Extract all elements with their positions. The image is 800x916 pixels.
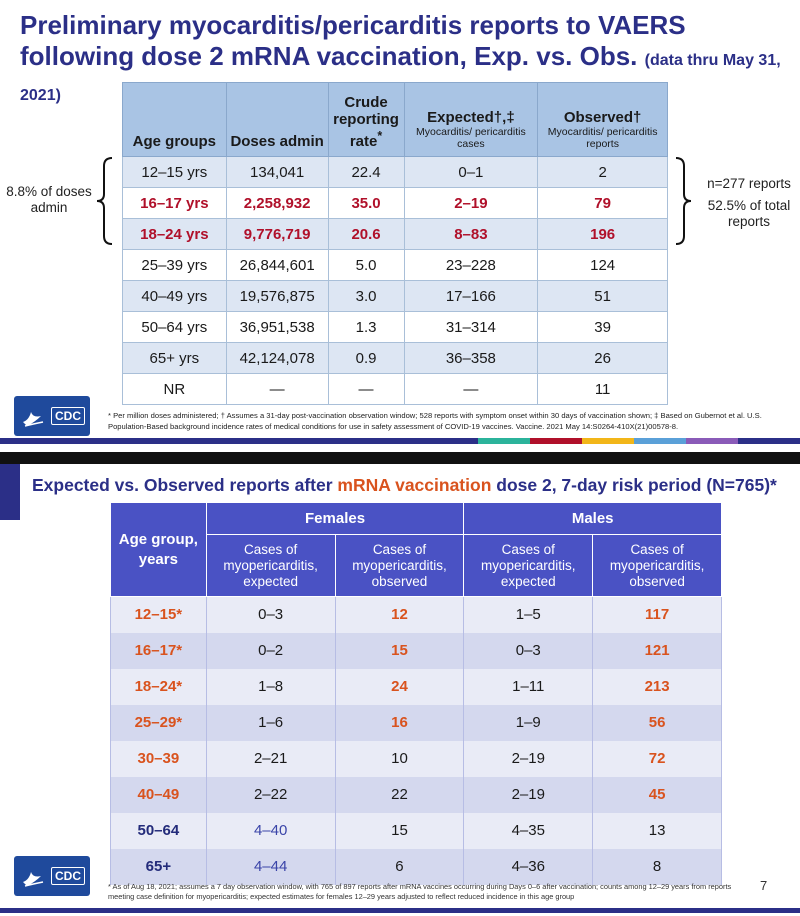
expected-observed-table: [110, 502, 722, 885]
cell-observed: 2: [538, 157, 668, 188]
footer-bar-segment: [582, 438, 634, 444]
cell-age: 25–29*: [111, 705, 207, 741]
cell-expected: —: [404, 374, 538, 405]
cdc-logo-box: [14, 396, 90, 436]
slide-1-title-sub: (data thru May 31, 2021): [20, 52, 781, 104]
header-observed: [538, 83, 668, 157]
cell-age: 25–39 yrs: [123, 250, 227, 281]
cell-doses: 19,576,875: [226, 281, 328, 312]
cell-male-observed: 13: [593, 813, 722, 849]
table-row: [111, 777, 722, 813]
cdc-logo: [14, 856, 90, 896]
header-observed-sub: Myocarditis/ pericarditis reports: [547, 126, 658, 150]
header-males: Males: [464, 503, 722, 535]
cell-observed: 11: [538, 374, 668, 405]
table-row: [123, 219, 668, 250]
left-note: 8.8% of doses admin: [6, 184, 92, 215]
footer-bar-segment: [478, 438, 530, 444]
footer-bar-segment: [634, 438, 686, 444]
slide-1-footnote: * Per million doses administered; † Assumes a 31-day post-vaccination observation window; 528 reports with symptom onset within 30 days of vaccination shown; ‡ Based on Gubernot et al. U.S. Population-Based background incidence rates of medical conditions for use in safety assessment of COVID-19 vaccines. Vaccine. 2021 May 14:S0264-410X(21)00578-8.: [108, 411, 762, 431]
header-doses-admin: Doses admin: [226, 83, 328, 157]
cell-rate: 0.9: [328, 343, 404, 374]
cell-rate: 1.3: [328, 312, 404, 343]
header-female-observed: Cases of myopericarditis, observed: [335, 535, 464, 597]
cell-age: 50–64 yrs: [123, 312, 227, 343]
slide-2-title: [32, 474, 798, 496]
table-row: [111, 597, 722, 633]
header-expected-sub: Myocarditis/ pericarditis cases: [416, 126, 526, 150]
cell-age: 30–39: [111, 741, 207, 777]
cell-male-observed: 121: [593, 633, 722, 669]
cell-male-expected: 1–5: [464, 597, 593, 633]
cell-observed: 196: [538, 219, 668, 250]
cell-observed: 79: [538, 188, 668, 219]
slide-2-footer-bar: [0, 908, 800, 913]
cell-doses: 26,844,601: [226, 250, 328, 281]
header-crude-rate: [328, 83, 404, 157]
cell-rate: 20.6: [328, 219, 404, 250]
left-brace-icon: [94, 156, 114, 246]
table-row: [123, 312, 668, 343]
cell-female-expected: 0–2: [206, 633, 335, 669]
cell-expected: 31–314: [404, 312, 538, 343]
cell-age: 12–15 yrs: [123, 157, 227, 188]
cell-female-expected: 0–3: [206, 597, 335, 633]
cell-age: 40–49: [111, 777, 207, 813]
cell-expected: 2–19: [404, 188, 538, 219]
cell-age: 65+: [111, 849, 207, 885]
cell-female-expected: 2–22: [206, 777, 335, 813]
cell-male-expected: 1–11: [464, 669, 593, 705]
cell-female-observed: 10: [335, 741, 464, 777]
cell-rate: 3.0: [328, 281, 404, 312]
cell-male-expected: 4–35: [464, 813, 593, 849]
cell-doses: 42,124,078: [226, 343, 328, 374]
slide-1-footer-bar: [0, 438, 800, 444]
cell-age: 40–49 yrs: [123, 281, 227, 312]
slide-separator: [0, 452, 800, 464]
table-row: [123, 343, 668, 374]
table-row: [123, 374, 668, 405]
cell-male-expected: 1–9: [464, 705, 593, 741]
header-crude-rate-mark: *: [377, 129, 383, 143]
cell-female-observed: 22: [335, 777, 464, 813]
cell-female-expected: 4–44: [206, 849, 335, 885]
cell-male-expected: 4–36: [464, 849, 593, 885]
cell-age: 50–64: [111, 813, 207, 849]
cell-female-observed: 24: [335, 669, 464, 705]
cell-doses: —: [226, 374, 328, 405]
cell-female-expected: 4–40: [206, 813, 335, 849]
cell-age: 16–17*: [111, 633, 207, 669]
table-row: [111, 669, 722, 705]
cell-age: 12–15*: [111, 597, 207, 633]
right-note-percent: 52.5% of total reports: [707, 198, 791, 229]
header-age-groups: Age groups: [123, 83, 227, 157]
right-note-reports: n=277 reports: [707, 176, 791, 191]
table-row: [111, 741, 722, 777]
cdc-logo-text: CDC: [51, 867, 85, 885]
cell-male-observed: 45: [593, 777, 722, 813]
cell-female-observed: 6: [335, 849, 464, 885]
hhs-eagle-icon: [19, 402, 47, 430]
cell-expected: 36–358: [404, 343, 538, 374]
header-crude-rate-label: Crude reporting rate: [333, 94, 399, 150]
cell-rate: —: [328, 374, 404, 405]
header-expected-label: Expected†,‡: [427, 109, 515, 126]
slide-2-title-orange: mRNA vaccination: [337, 475, 492, 495]
cell-female-observed: 12: [335, 597, 464, 633]
table-row: [111, 633, 722, 669]
table-row: [123, 281, 668, 312]
right-brace-icon: [674, 156, 694, 246]
hhs-eagle-icon: [19, 862, 47, 890]
slide-2: [0, 464, 800, 916]
table-row: [123, 188, 668, 219]
header-male-expected: Cases of myopericarditis, expected: [464, 535, 593, 597]
cell-female-expected: 1–6: [206, 705, 335, 741]
table-row: [111, 849, 722, 885]
footer-bar-segment: [530, 438, 582, 444]
header-females: Females: [206, 503, 464, 535]
slide-2-title-pre: Expected vs. Observed reports after: [32, 475, 338, 495]
cell-doses: 2,258,932: [226, 188, 328, 219]
cell-male-observed: 117: [593, 597, 722, 633]
cell-observed: 124: [538, 250, 668, 281]
vaers-table: [122, 82, 668, 405]
slide-2-accent-bar: [0, 464, 20, 520]
header-male-observed: Cases of myopericarditis, observed: [593, 535, 722, 597]
cell-female-observed: 15: [335, 633, 464, 669]
slide-2-footnote: * As of Aug 18, 2021; assumes a 7 day observation window, with 765 of 897 reports after mRNA vaccines occurring during Days 0–6 after vaccination; counts among 12–29 years from reports meeting case definition for myopericarditis; expected estimates for females 12–29 years adjusted to reflect reduced incidence in this age group: [108, 882, 732, 901]
cell-age: 16–17 yrs: [123, 188, 227, 219]
cell-age: 18–24*: [111, 669, 207, 705]
cell-rate: 22.4: [328, 157, 404, 188]
cell-observed: 51: [538, 281, 668, 312]
cell-age: 65+ yrs: [123, 343, 227, 374]
cell-observed: 39: [538, 312, 668, 343]
slide-2-title-post: dose 2, 7-day risk period (N=765)*: [491, 475, 777, 495]
cell-male-observed: 213: [593, 669, 722, 705]
cell-expected: 0–1: [404, 157, 538, 188]
table-row: [111, 813, 722, 849]
cell-male-observed: 8: [593, 849, 722, 885]
header-age-group: Age group, years: [111, 503, 207, 597]
cell-expected: 8–83: [404, 219, 538, 250]
cell-male-expected: 2–19: [464, 741, 593, 777]
cdc-logo: [14, 396, 90, 436]
cell-expected: 17–166: [404, 281, 538, 312]
cell-female-observed: 16: [335, 705, 464, 741]
cell-age: NR: [123, 374, 227, 405]
cell-age: 18–24 yrs: [123, 219, 227, 250]
cell-female-observed: 15: [335, 813, 464, 849]
slide-1-title-main: Preliminary myocarditis/pericarditis reports to VAERS following dose 2 mRNA vaccination, Exp. vs. Obs.: [20, 10, 686, 71]
table-row: [111, 705, 722, 741]
cell-observed: 26: [538, 343, 668, 374]
cell-male-expected: 2–19: [464, 777, 593, 813]
cell-rate: 35.0: [328, 188, 404, 219]
slide-1: [0, 0, 800, 452]
cell-female-expected: 2–21: [206, 741, 335, 777]
footer-bar-segment: [686, 438, 738, 444]
cell-doses: 134,041: [226, 157, 328, 188]
cell-male-expected: 0–3: [464, 633, 593, 669]
cdc-logo-text: CDC: [51, 407, 85, 425]
cell-male-observed: 72: [593, 741, 722, 777]
cell-expected: 23–228: [404, 250, 538, 281]
header-observed-label: Observed†: [563, 109, 642, 126]
header-female-expected: Cases of myopericarditis, expected: [206, 535, 335, 597]
cdc-logo-box: [14, 856, 90, 896]
cell-doses: 36,951,538: [226, 312, 328, 343]
cell-male-observed: 56: [593, 705, 722, 741]
header-expected: [404, 83, 538, 157]
table-row: [123, 250, 668, 281]
page-number: 7: [760, 878, 768, 893]
cell-rate: 5.0: [328, 250, 404, 281]
cell-doses: 9,776,719: [226, 219, 328, 250]
table-row: [123, 157, 668, 188]
cell-female-expected: 1–8: [206, 669, 335, 705]
